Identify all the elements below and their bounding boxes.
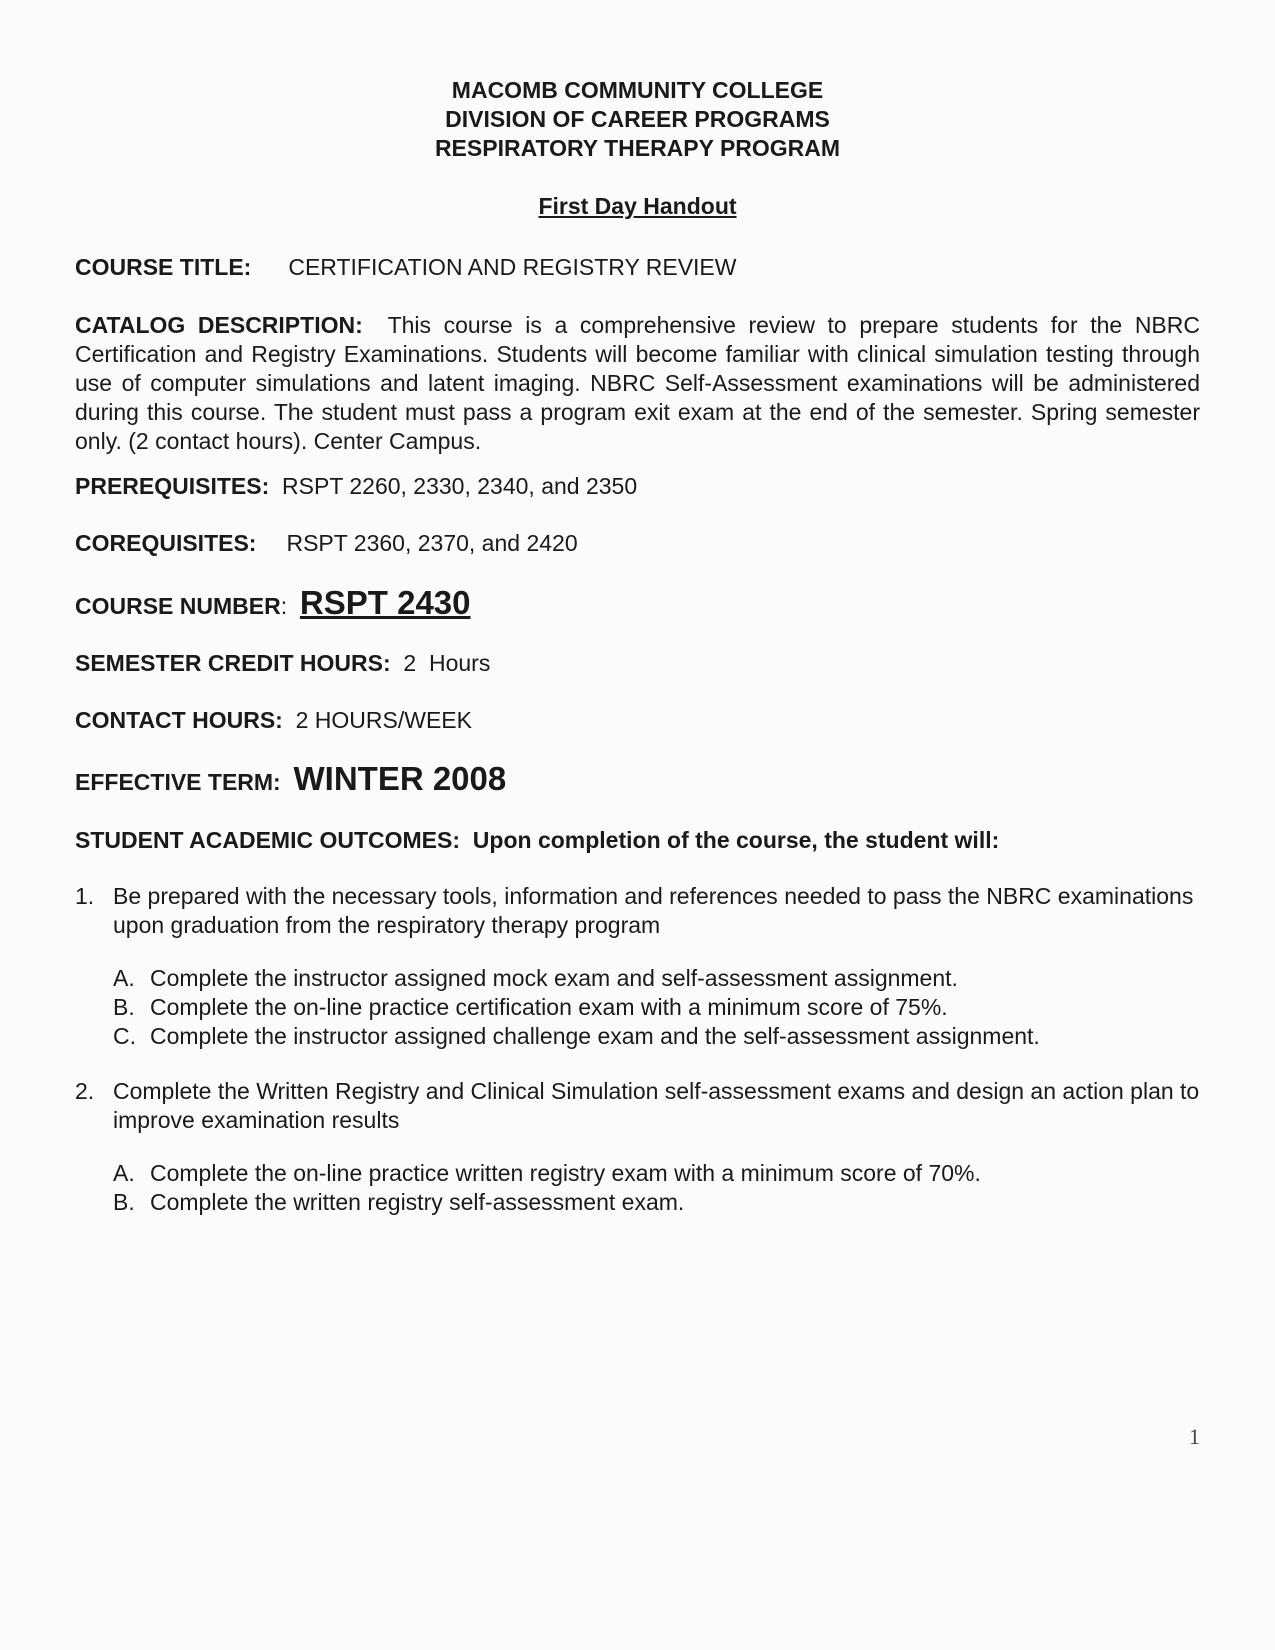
outcomes-heading-text: STUDENT ACADEMIC OUTCOMES: Upon completion of the course, the student will: bbox=[75, 827, 1000, 853]
contact-hours-value: 2 HOURS/WEEK bbox=[295, 707, 472, 733]
outcome-2-sub-b bbox=[113, 1188, 684, 1217]
course-number-value: RSPT 2430 bbox=[299, 584, 471, 621]
sub-text: Complete the instructor assigned challenge exam and the self-assessment assignment. bbox=[150, 1023, 1040, 1049]
effective-term-value: WINTER 2008 bbox=[293, 760, 507, 797]
outcome-text: Be prepared with the necessary tools, information and references needed to pass the NBRC examinations upon graduation from the respiratory therapy program bbox=[113, 883, 1194, 938]
corequisites-row bbox=[75, 529, 578, 558]
outcome-1-sub-c bbox=[113, 1022, 1040, 1051]
catalog-description-label: CATALOG DESCRIPTION: bbox=[75, 312, 363, 338]
credit-hours-value: 2 Hours bbox=[403, 650, 491, 676]
outcome-1-sub-a bbox=[113, 964, 958, 993]
college-name: MACOMB COMMUNITY COLLEGE bbox=[451, 77, 824, 103]
sub-letter: B. bbox=[113, 1189, 135, 1215]
prerequisites-label: PREREQUISITES: bbox=[75, 473, 270, 499]
effective-term-row bbox=[75, 760, 507, 797]
prerequisites-value: RSPT 2260, 2330, 2340, and 2350 bbox=[282, 473, 638, 499]
credit-hours-label: SEMESTER CREDIT HOURS: bbox=[75, 650, 391, 676]
outcome-text: Complete the Written Registry and Clinical Simulation self-assessment exams and design an action plan to improve examination results bbox=[113, 1078, 1200, 1133]
catalog-description bbox=[75, 311, 1200, 456]
contact-hours-row bbox=[75, 706, 472, 735]
course-number-label: COURSE NUMBER bbox=[75, 593, 281, 619]
outcomes-heading bbox=[75, 826, 999, 855]
outcome-item-2 bbox=[75, 1077, 1205, 1135]
sub-letter: A. bbox=[113, 965, 135, 991]
contact-hours-label: CONTACT HOURS: bbox=[75, 707, 283, 733]
corequisites-value: RSPT 2360, 2370, and 2420 bbox=[286, 530, 578, 556]
handout-title: First Day Handout bbox=[538, 193, 737, 219]
course-title-label: COURSE TITLE: bbox=[75, 254, 252, 280]
sub-letter: C. bbox=[113, 1023, 136, 1049]
outcome-number: 2. bbox=[75, 1078, 95, 1104]
course-title-row bbox=[75, 253, 736, 282]
effective-term-label: EFFECTIVE TERM: bbox=[75, 769, 281, 795]
header-block bbox=[0, 76, 1275, 163]
credit-hours-row bbox=[75, 649, 490, 678]
outcome-number: 1. bbox=[75, 883, 95, 909]
sub-text: Complete the instructor assigned mock exam and self-assessment assignment. bbox=[150, 965, 958, 991]
outcome-2-sub-a bbox=[113, 1159, 981, 1188]
sub-letter: B. bbox=[113, 994, 135, 1020]
prerequisites-row bbox=[75, 472, 637, 501]
outcome-1-sub-b bbox=[113, 993, 948, 1022]
page-number: 1 bbox=[1189, 1424, 1200, 1449]
corequisites-label: COREQUISITES: bbox=[75, 530, 257, 556]
course-number-colon: : bbox=[280, 593, 288, 619]
sub-letter: A. bbox=[113, 1160, 135, 1186]
catalog-description-text: This course is a comprehensive review to prepare students for the NBRC Certification and Registry Examinations. Students will become familiar with clinical simulation testing through use of computer simulations and latent imaging. NBRC Self-Assessment examinations will be administered during this course. The student must pass a program exit exam at the end of the semester. Spring semester only. (2 contact hours). Center Campus. bbox=[75, 312, 1200, 454]
outcome-item-1 bbox=[75, 882, 1205, 940]
sub-text: Complete the on-line practice certification exam with a minimum score of 75%. bbox=[150, 994, 948, 1020]
course-number-row bbox=[75, 584, 471, 621]
course-title-value: CERTIFICATION AND REGISTRY REVIEW bbox=[288, 254, 737, 280]
division-name: DIVISION OF CAREER PROGRAMS bbox=[445, 106, 830, 132]
sub-text: Complete the on-line practice written registry exam with a minimum score of 70%. bbox=[150, 1160, 981, 1186]
program-name: RESPIRATORY THERAPY PROGRAM bbox=[434, 135, 841, 161]
sub-text: Complete the written registry self-assessment exam. bbox=[150, 1189, 685, 1215]
